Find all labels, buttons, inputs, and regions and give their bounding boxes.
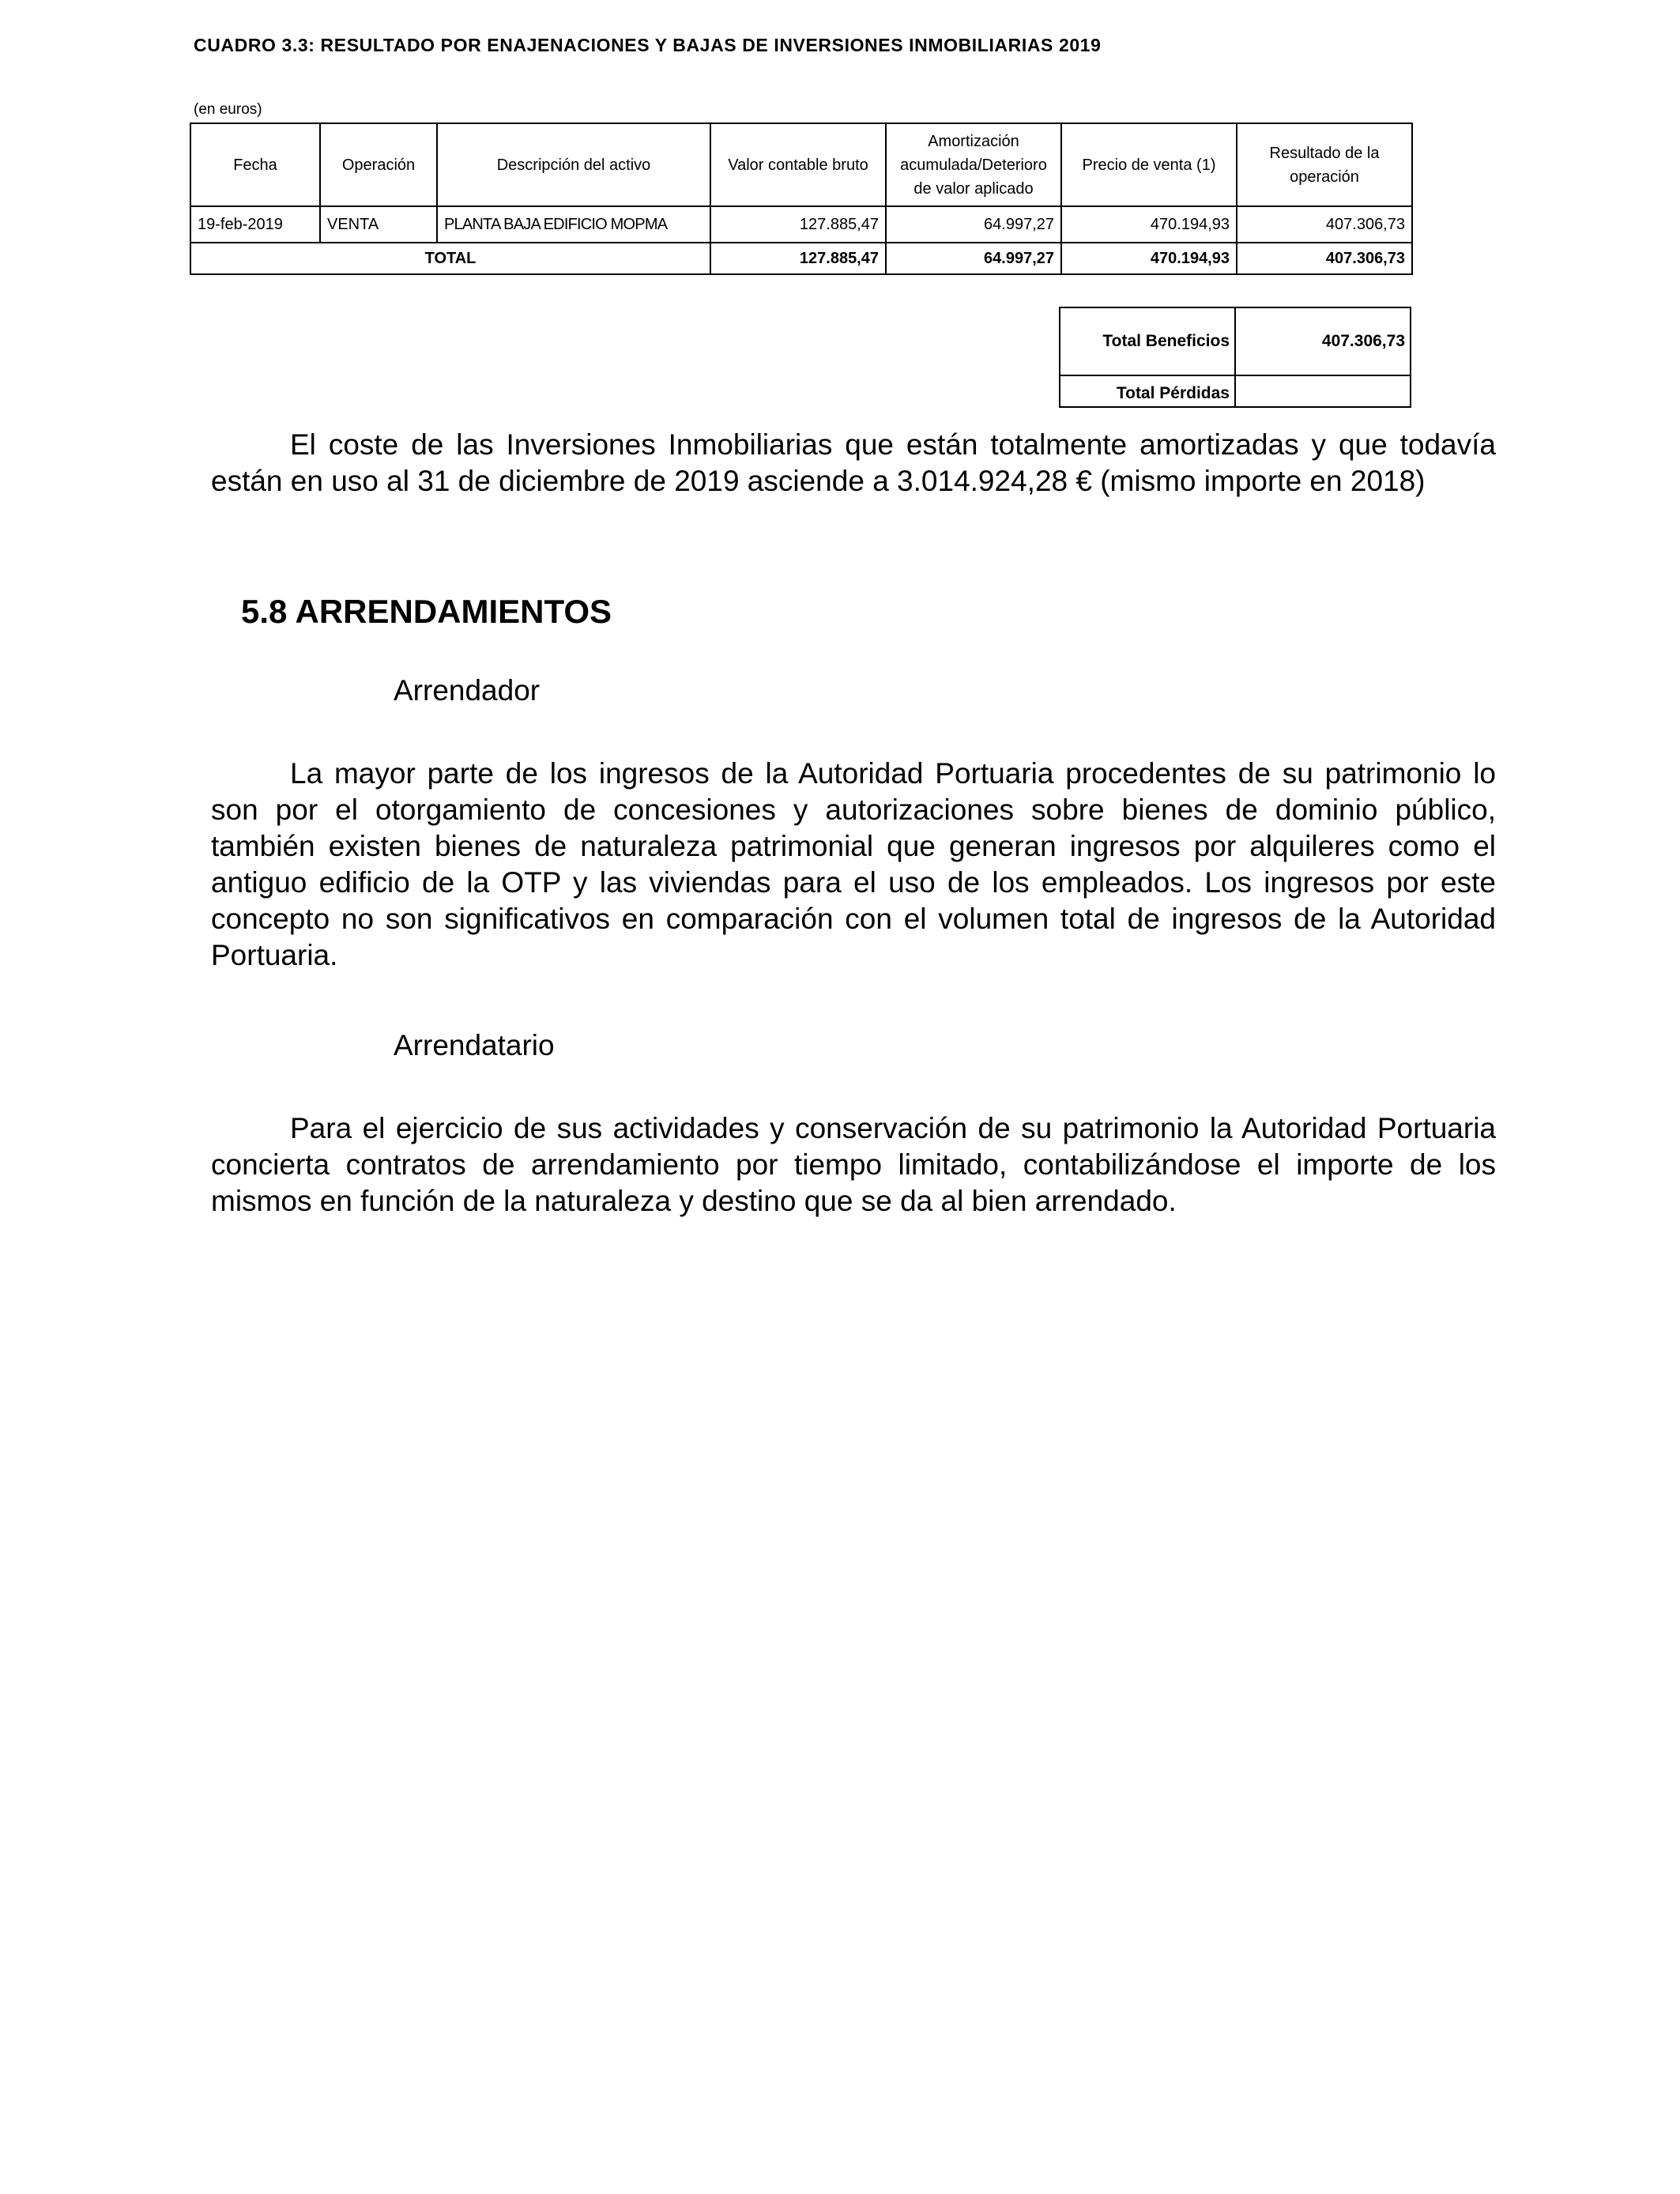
header-operacion: Operación [320,123,437,206]
beneficios-value: 407.306,73 [1235,307,1411,375]
total-amortizacion: 64.997,27 [886,243,1061,274]
units-note: (en euros) [194,101,262,118]
cell-resultado: 407.306,73 [1237,206,1412,243]
beneficios-label: Total Beneficios [1060,307,1235,375]
perdidas-label: Total Pérdidas [1060,375,1235,407]
header-descripcion: Descripción del activo [437,123,710,206]
cell-amortizacion: 64.997,27 [886,206,1061,243]
total-valor-contable: 127.885,47 [710,243,886,274]
table-title: CUADRO 3.3: RESULTADO POR ENAJENACIONES Y BAJAS DE INVERSIONES INMOBILIARIAS 2019 [194,35,1102,55]
subheading-arrendador: Arrendador [394,674,541,707]
table-row [190,206,1412,243]
header-valor-contable: Valor contable bruto [710,123,886,206]
total-resultado: 407.306,73 [1237,243,1412,274]
header-amortizacion: Amortización acumulada/Deterioro de valor aplicado [886,123,1061,206]
paragraph-arrendatario: Para el ejercicio de sus actividades y conservación de su patrimonio la Autoridad Portuaria concierta contratos de arrendamiento por tiempo limitado, contabilizándose el importe de los mismos en función de la naturaleza y destino que se da al bien arrendado. [211,1112,1496,1217]
cell-precio-venta: 470.194,93 [1061,206,1237,243]
table-total-row [190,243,1412,274]
paragraph-coste: El coste de las Inversiones Inmobiliarias que están totalmente amortizadas y que todavía están en uso al 31 de diciembre de 2019 asciende a 3.014.924,28 € (mismo importe en 2018) [211,428,1496,497]
paragraph-arrendador: La mayor parte de los ingresos de la Autoridad Portuaria procedentes de su patrimonio lo son por el otorgamiento de concesiones y autorizaciones sobre bienes de dominio público, también existen bienes de naturaleza patrimonial que generan ingresos por alquileres como el antiguo edificio de la OTP y las viviendas para el uso de los empleados. Los ingresos por este concepto no son significativos en comparación con el volumen total de ingresos de la Autoridad Portuaria. [211,757,1496,971]
subheading-arrendatario: Arrendatario [394,1029,555,1061]
table-header-row [190,123,1412,206]
summary-row-perdidas [1060,375,1411,407]
cell-descripcion: PLANTA BAJA EDIFICIO MOPMA [437,206,710,243]
summary-table [1059,307,1411,408]
total-precio-venta: 470.194,93 [1061,243,1237,274]
total-label: TOTAL [190,243,710,274]
section-heading: 5.8 ARRENDAMIENTOS [241,593,612,630]
header-fecha: Fecha [190,123,320,206]
cell-valor-contable: 127.885,47 [710,206,886,243]
header-precio-venta: Precio de venta (1) [1061,123,1237,206]
perdidas-value [1235,375,1411,407]
cell-operacion: VENTA [320,206,437,243]
summary-row-beneficios [1060,307,1411,375]
header-resultado: Resultado de la operación [1237,123,1412,206]
cell-fecha: 19-feb-2019 [190,206,320,243]
enajenaciones-table [190,123,1413,275]
